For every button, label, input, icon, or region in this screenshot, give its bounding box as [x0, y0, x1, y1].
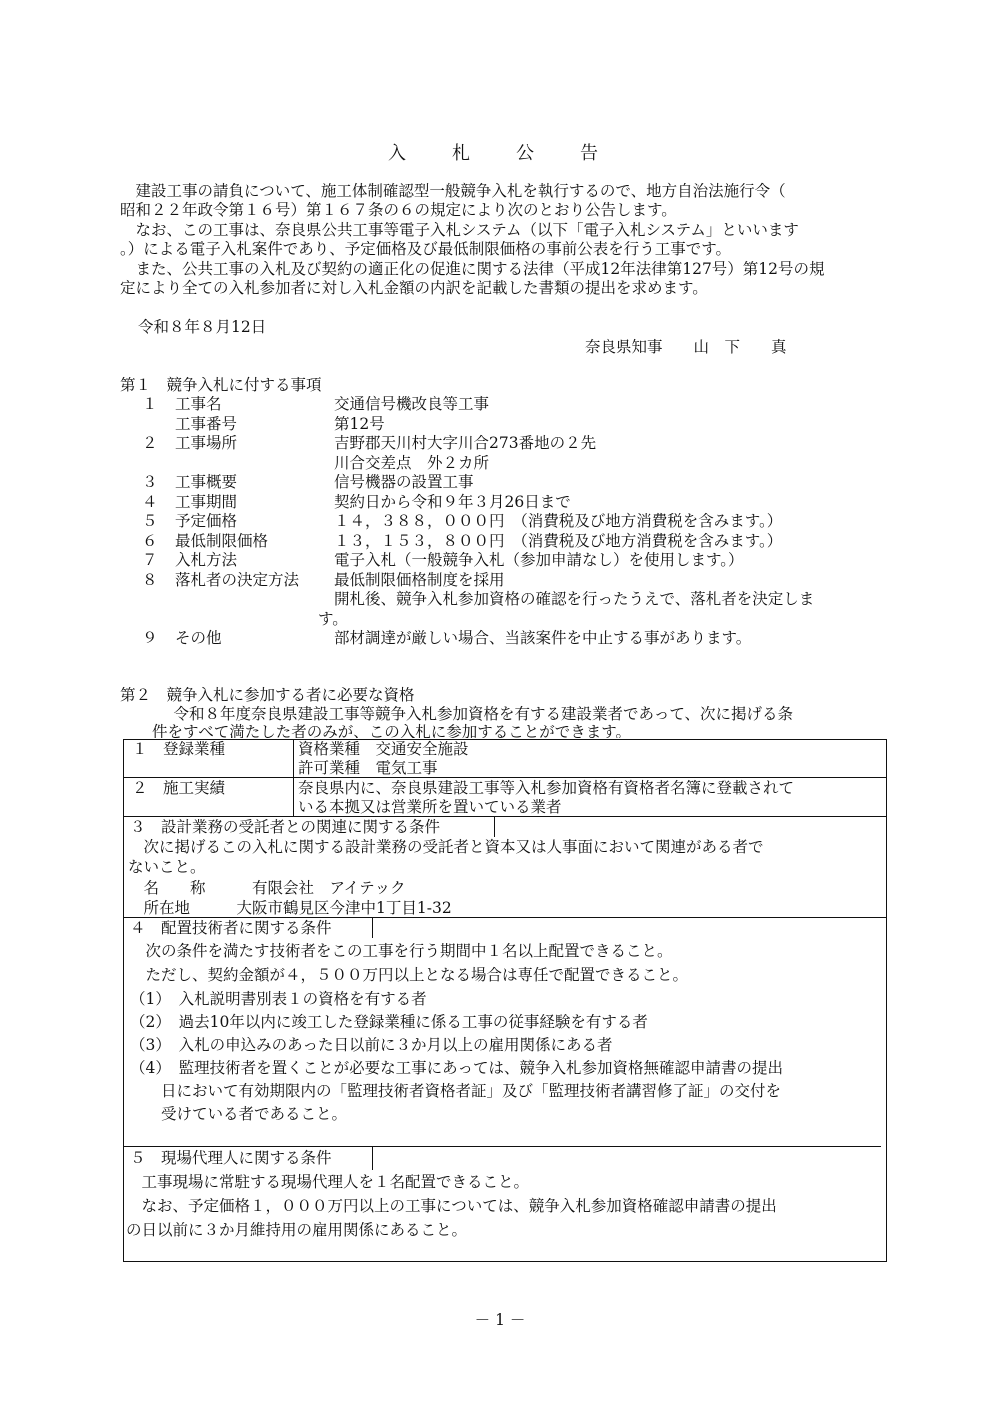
row3-line: ないこと。 [128, 858, 206, 876]
document-title: 入 札 公 告 [388, 143, 612, 164]
item-value: 第12号 [334, 415, 385, 433]
item-label: 工事期間 [175, 493, 238, 511]
row4-line: （1） 入札説明書別表１の資格を有する者 [130, 990, 427, 1008]
issuer: 奈良県知事 山 下 真 [585, 338, 787, 356]
row3-line: 名 称 有限会社 アイテック [128, 879, 406, 897]
item-label: 予定価格 [175, 512, 238, 530]
item-label: 工事概要 [175, 473, 238, 491]
page-number: － 1 － [474, 1311, 526, 1329]
item-value: 最低制限価格制度を採用 [334, 571, 505, 589]
row-value: 許可業種 電気工事 [298, 759, 438, 777]
row5-line: の日以前に３か月維持用の雇用関係にあること。 [126, 1221, 468, 1239]
item-label: 工事番号 [175, 415, 238, 433]
intro-line-4: 。）による電子入札案件であり、予定価格及び最低制限価格の事前公表を行う工事です。 [120, 240, 732, 258]
item-num: ５ [142, 512, 158, 530]
row4-line: （2） 過去10年以内に竣工した登録業種に係る工事の従事経験を有する者 [130, 1013, 648, 1031]
section2-intro-line-1: 令和８年度奈良県建設工事等競争入札参加資格を有する建設業者であって、次に掲げる条 [158, 705, 794, 723]
row4-line: 受けている者であること。 [130, 1105, 348, 1123]
row-header-assigned-engineer: ４ 配置技術者に関する条件 [123, 917, 373, 938]
item-num: ２ [142, 434, 158, 452]
row4-line: 日において有効期限内の「監理技術者資格者証」及び「監理技術者講習修了証」の交付を [130, 1082, 782, 1100]
item-label: 工事場所 [175, 434, 238, 452]
intro-line-6: 定により全ての入札参加者に対し入札金額の内訳を記載した書類の提出を求めます。 [120, 279, 708, 297]
item-num: ８ [142, 571, 158, 589]
item-value: 交通信号機改良等工事 [334, 395, 490, 413]
section1-heading: 第１ 競争入札に付する事項 [120, 376, 322, 394]
row-value: 奈良県内に、奈良県建設工事等入札参加資格有資格者名簿に登載されて [298, 779, 795, 797]
item-num: ９ [142, 629, 158, 647]
item-value: 川合交差点 外２カ所 [334, 454, 490, 472]
intro-line-1: 建設工事の請負について、施工体制確認型一般競争入札を執行するので、地方自治法施行令（ [120, 182, 786, 200]
item-label: 工事名 [175, 395, 222, 413]
item-label: 入札方法 [175, 551, 238, 569]
section2-heading: 第２ 競争入札に参加する者に必要な資格 [120, 686, 415, 704]
item-value: 契約日から令和９年３月26日まで [334, 493, 571, 511]
item-num: １ [142, 395, 158, 413]
row4-line: 次の条件を満たす技術者をこの工事を行う期間中１名以上配置できること。 [130, 942, 673, 960]
item-label: 最低制限価格 [175, 532, 269, 550]
row-label-construction-record: ２ 施工実績 [132, 779, 226, 797]
item-value: １３，１５３，８００円 （消費税及び地方消費税を含みます。） [334, 532, 783, 550]
row-header-design-contractor: ３ 設計業務の受託者との関連に関する条件 [123, 816, 495, 837]
row5-line: なお、予定価格１，０００万円以上の工事については、競争入札参加資格確認申請書の提出 [126, 1197, 777, 1215]
intro-line-3: なお、この工事は、奈良県公共工事等電子入札システム（以下「電子入札システム」といいます [120, 221, 799, 239]
item-value: 吉野郡天川村大字川合273番地の２先 [334, 434, 597, 452]
notice-date: 令和８年８月12日 [138, 318, 267, 336]
section2-intro-line-2: 件をすべて満たした者のみが、この入札に参加することができます。 [152, 723, 631, 738]
row4-line: （4） 監理技術者を置くことが必要な工事にあっては、競争入札参加資格無確認申請書の提出 [130, 1059, 783, 1077]
row-label-registered-trade: １ 登録業種 [132, 740, 226, 758]
item-value: 信号機器の設置工事 [334, 473, 474, 491]
row-value: いる本拠又は営業所を置いている業者 [298, 798, 562, 816]
item-num: ７ [142, 551, 158, 569]
intro-line-2: 昭和２２年政令第１６号）第１６７条の６の規定により次のとおり公告します。 [120, 201, 677, 219]
item-value: 部材調達が厳しい場合、当該案件を中止する事があります。 [334, 629, 752, 647]
row3-line: 所在地 大阪市鶴見区今津中1丁目1-32 [128, 899, 452, 917]
item-value: 電子入札（一般競争入札（参加申請なし）を使用します。） [334, 551, 744, 569]
item-label: その他 [175, 629, 222, 647]
row4-line: ただし、契約金額が４，５００万円以上となる場合は専任で配置できること。 [130, 966, 689, 984]
row5-line: 工事現場に常駐する現場代理人を１名配置できること。 [126, 1173, 530, 1191]
row4-line: （3） 入札の申込みのあった日以前に３か月以上の雇用関係にある者 [130, 1036, 613, 1054]
item-value: 開札後、競争入札参加資格の確認を行ったうえで、落札者を決定しま [334, 590, 815, 608]
item-num: ４ [142, 493, 158, 511]
intro-line-5: また、公共工事の入札及び契約の適正化の促進に関する法律（平成12年法律第127号）第12号の規 [120, 260, 825, 278]
item-num: ３ [142, 473, 158, 491]
item-label: 落札者の決定方法 [175, 571, 300, 589]
item-value-wrap: す。 [318, 610, 348, 628]
item-value: １４，３８８，０００円 （消費税及び地方消費税を含みます。） [334, 512, 783, 530]
row-value: 資格業種 交通安全施設 [298, 740, 469, 758]
row-header-site-agent: ５ 現場代理人に関する条件 [123, 1146, 373, 1170]
item-num: ６ [142, 532, 158, 550]
row3-line: 次に掲げるこの入札に関する設計業務の受託者と資本又は人事面において関連がある者で [128, 838, 764, 856]
